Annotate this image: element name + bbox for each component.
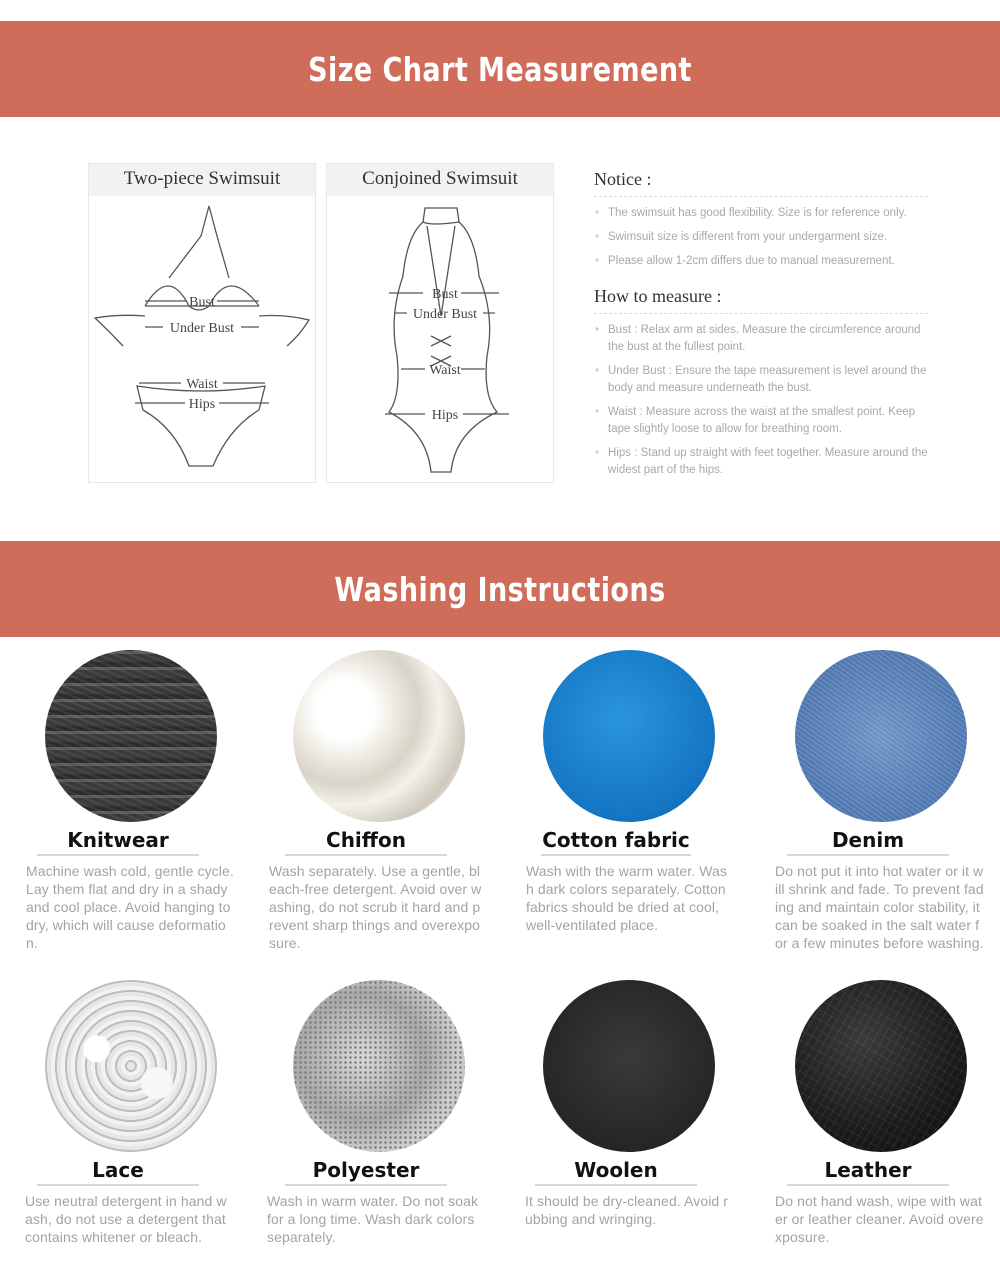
notice-item: • Swimsuit size is different from your undergarment size. bbox=[594, 229, 928, 246]
two-piece-diagram bbox=[88, 163, 316, 483]
fabric-name: Cotton fabric bbox=[541, 828, 691, 856]
fabric-name: Leather bbox=[787, 1158, 949, 1186]
two-piece-hips-label: Hips bbox=[188, 397, 216, 412]
fabric-description: Machine wash cold, gentle cycle. Lay them flat and dry in a shady and cool place. Avoid hanging to dry, which will cause deformation. bbox=[26, 863, 234, 951]
conjoined-hips-label: Hips bbox=[431, 408, 459, 423]
lace-swatch bbox=[45, 980, 217, 1152]
how-to-measure-title: How to measure : bbox=[594, 286, 928, 314]
how-to-item: • Hips : Stand up straight with feet together. Measure around the widest part of the hips. bbox=[594, 445, 928, 479]
fabric-name: Woolen bbox=[535, 1158, 697, 1186]
fabric-name: Lace bbox=[37, 1158, 199, 1186]
woolen-swatch bbox=[543, 980, 715, 1152]
leather-swatch bbox=[795, 980, 967, 1152]
conjoined-bust-label: Bust bbox=[432, 287, 458, 302]
knitwear-swatch bbox=[45, 650, 217, 822]
measurement-notes bbox=[594, 169, 928, 495]
fabric-description: Use neutral detergent in hand wash, do not use a detergent that contains whitener or bleach. bbox=[25, 1193, 227, 1245]
washing-banner bbox=[0, 541, 1000, 637]
two-piece-title: Two-piece Swimsuit bbox=[89, 164, 315, 196]
fabric-polyester bbox=[250, 980, 482, 1246]
fabric-description: Wash in warm water. Do not soak for a long time. Wash dark colors separately. bbox=[267, 1193, 479, 1245]
washing-title: Washing Instructions bbox=[334, 569, 666, 609]
notice-title: Notice : bbox=[594, 169, 928, 197]
fabric-lace bbox=[2, 980, 234, 1246]
two-piece-illustration bbox=[89, 196, 317, 482]
fabric-name: Denim bbox=[787, 828, 949, 856]
fabric-woolen bbox=[500, 980, 732, 1228]
cotton-swatch bbox=[543, 650, 715, 822]
conjoined-waist-label: Waist bbox=[429, 363, 461, 378]
notice-item: • The swimsuit has good flexibility. Size is for reference only. bbox=[594, 205, 928, 222]
polyester-swatch bbox=[293, 980, 465, 1152]
conjoined-title: Conjoined Swimsuit bbox=[327, 164, 553, 196]
conjoined-illustration bbox=[327, 196, 555, 482]
notice-item: • Please allow 1-2cm differs due to manual measurement. bbox=[594, 253, 928, 270]
fabric-description: Wash separately. Use a gentle, bleach-free detergent. Avoid over washing, do not scrub it hard and prevent sharp things and overexposure. bbox=[269, 863, 482, 951]
how-to-item: • Under Bust : Ensure the tape measurement is level around the body and measure underneath the bust. bbox=[594, 363, 928, 397]
denim-swatch bbox=[795, 650, 967, 822]
fabric-description: Wash with the warm water. Wash dark colors separately. Cotton fabrics should be dried at cool, well-ventilated place. bbox=[526, 863, 728, 933]
conjoined-diagram bbox=[326, 163, 554, 483]
two-piece-bust-label: Bust bbox=[189, 295, 215, 310]
how-to-item: • Bust : Relax arm at sides. Measure the circumference around the bust at the fullest point. bbox=[594, 322, 928, 356]
conjoined-under-bust-label: Under Bust bbox=[412, 307, 478, 322]
fabric-description: Do not put it into hot water or it will shrink and fade. To prevent fading and maintain color stability, it can be soaked in the salt water for a few minutes before washing. bbox=[775, 863, 984, 951]
size-chart-panel bbox=[88, 163, 928, 483]
fabric-denim bbox=[752, 650, 984, 952]
two-piece-waist-label: Waist bbox=[186, 377, 218, 392]
fabric-description: It should be dry-cleaned. Avoid rubbing and wringing. bbox=[525, 1193, 729, 1227]
chiffon-swatch bbox=[293, 650, 465, 822]
fabric-knitwear bbox=[2, 650, 234, 952]
fabric-chiffon bbox=[250, 650, 482, 952]
how-to-item: • Waist : Measure across the waist at the smallest point. Keep tape slightly loose to allow for breathing room. bbox=[594, 404, 928, 438]
fabric-description: Do not hand wash, wipe with water or leather cleaner. Avoid overexposure. bbox=[775, 1193, 984, 1245]
how-to-list bbox=[594, 322, 928, 479]
size-chart-banner bbox=[0, 21, 1000, 117]
notice-list bbox=[594, 205, 928, 270]
fabric-name: Polyester bbox=[285, 1158, 447, 1186]
fabric-leather bbox=[752, 980, 984, 1246]
fabric-name: Chiffon bbox=[285, 828, 447, 856]
size-chart-title: Size Chart Measurement bbox=[308, 49, 692, 89]
two-piece-under-bust-label: Under Bust bbox=[169, 321, 235, 336]
fabric-name: Knitwear bbox=[37, 828, 199, 856]
fabric-cotton bbox=[500, 650, 732, 934]
